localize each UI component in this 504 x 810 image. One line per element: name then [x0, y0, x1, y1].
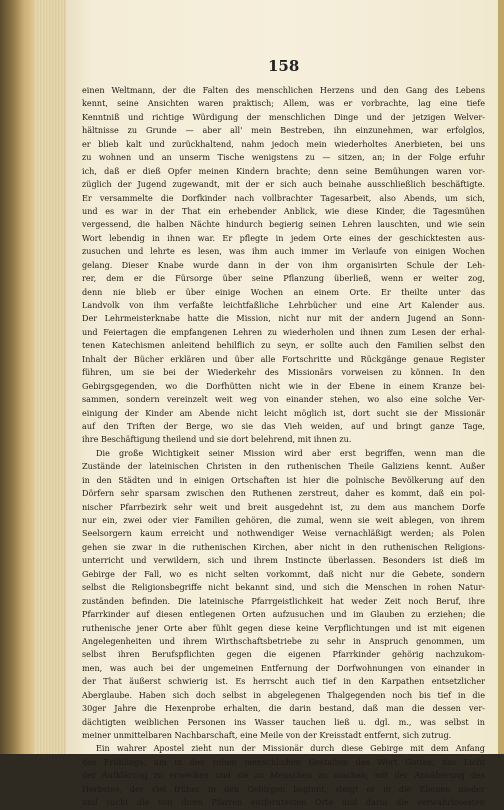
text-line: Aberglaube. Haben sich doch selbst in abgelegenen Thalgegenden noch bis tief in die — [82, 689, 485, 700]
text-line: Landvolk von ihm verfaßte leichtfaßliche Lehrbücher und eine Art Kalender aus. — [82, 300, 485, 310]
text-line: men, was auch bei der ungemeinen Entfernung der Dorfwohnungen von einander in — [82, 662, 485, 673]
text-line: denn nie blieb er über einige Wochen an einem Orte. Er theilte unter das — [82, 286, 485, 297]
text-line: ich, daß er dieß Opfer meinen Kindern brachte; denn seine Bemühungen waren vor- — [82, 165, 485, 176]
text-line: 30ger Jahre die Hexenprobe erhalten, die darin bestand, daß man die dessen ver- — [82, 703, 485, 714]
text-line: kennt, seine Ansichten waren praktisch; Allem, was er vorbrachte, lag eine tiefe — [82, 98, 485, 109]
text-line: nischer Pfarrbezirk sehr weit und breit ausgedehnt ist, zu dem aus manchem Dorfe — [82, 501, 485, 512]
text-line: ruthenische jener Orte aber fühlt gegen diese keine Verpflichtungen und ist mit eigenen — [82, 622, 485, 633]
text-line: unterricht und verwildern, sich und ihrem Instincte überlassen. Besonders ist dieß im — [82, 555, 485, 566]
text-line: und Feiertagen die empfangenen Lehren zu wiederholen und ihnen zum Lesen der erhal- — [82, 326, 485, 337]
text-line: Seelsorgern kaum erreicht und nothwendiger Weise vernachläßigt werden; als Polen — [82, 528, 485, 539]
text-line: und sucht die von ihren Pfarren entferntesten Orte und darin die verwahrlosesten — [82, 797, 485, 808]
text-line: Kenntniß und richtige Würdigung der menschlichen Dinge und der jetzigen Welver- — [82, 111, 485, 122]
text-line: tenen Katechismen anleitend behilflich zu seyn, er sollte auch den Familien selbst den — [82, 340, 485, 351]
text-line: meiner unmittelbaren Nachbarschaft, eine Meile von der Kreisstadt entfernt, sich zutrug. — [82, 730, 452, 740]
text-line: dächtigten weiblichen Personen ins Wasser tauchen ließ u. dgl. m., was selbst in — [82, 716, 485, 727]
text-line: Er versammelte die Dorfkinder nach vollbrachter Tagesarbeit, also Abends, um sich, — [82, 192, 485, 203]
text-line: in den Städten und in einigen Ortschaften ist hier die polnische Bevölkerung auf den — [82, 474, 485, 485]
text-line: selbst die Religionsbegriffe nicht bekannt sind, und sich die Menschen in rohen Natur- — [82, 582, 485, 593]
text-line: Gebirgsgegenden, wo die Dorfhütten nicht wie in der Ebene in einem Kranze bei- — [82, 380, 485, 391]
text-line: einigung der Kinder am Abende nicht leicht möglich ist, dort sucht sie der Missionär — [82, 407, 485, 418]
text-line: zuständen befinden. Die lateinische Pfarrgeistlichkeit hat weder Zeit noch Beruf, ihre — [82, 595, 485, 606]
page-edges — [34, 0, 68, 754]
text-line: nur ein, zwei oder vier Familien gehören, die zumal, wenn sie weit ablegen, von ihrem — [82, 515, 485, 525]
page-body-text — [82, 84, 485, 810]
text-line: Wort lebendig in ihnen war. Er pflegte in jedem Orte eines der geschicktesten aus- — [82, 232, 485, 243]
text-line: Angelegenheiten und ihrem Wirthschaftsbetriebe zu sehr in Anspruch genommen, um — [82, 635, 485, 646]
text-line: Dörfern sehr sparsam zwischen den Ruthenen zerstreut, daher es kommt, daß ein pol- — [82, 488, 485, 499]
text-line: rer, dem er die Fürsorge über seine Pflanzung überließ, wenn er weiter zog, — [82, 273, 485, 284]
text-line: Der Lehrmeisterknabe hatte die Mission, nicht nur mit der andern Jugend an Sonn- — [82, 313, 485, 324]
text-line: einen Weltmann, der die Falten des menschlichen Herzens und den Gang des Lebens — [82, 85, 485, 95]
text-line: führen, um sie bei der Wiederkehr des Missionärs vorweisen zu können. In den — [82, 367, 485, 378]
page-number: 158 — [268, 57, 300, 75]
text-line: sammen, sondern vereinzelt weit weg von einander stehen, wo also eine solche Ver- — [82, 394, 485, 405]
text-line: er blieb kalt und zurückhaltend, nahm jedoch mein wiederholtes Anerbieten, bei uns — [82, 138, 485, 149]
text-line: zu wohnen und an unserm Tische wenigstens zu — sitzen, an; in der Folge erfuhr — [82, 152, 485, 163]
text-line: Ein wahrer Apostel zieht nun der Missionär durch diese Gebirge mit dem Anfang — [96, 743, 485, 754]
text-line: Die große Wichtigkeit seiner Mission wird aber erst begriffen, wenn man die — [96, 447, 485, 458]
book-spine — [0, 0, 34, 754]
text-line: Herbstes, der viel früher in den Gebirgen beginnt, steigt er in die Ebenen nieder — [82, 783, 485, 794]
text-line: zusuchen und lehrte es lesen, was ihm auch immer im Verlaufe von einigen Wochen — [82, 246, 485, 257]
text-line: Inhalt der Bücher erklären und über alle Fortschritte und Rückgänge genaue Register — [82, 353, 485, 364]
text-line: gehen sie zwar in die ruthenischen Kirchen, aber nicht in den ruthenischen Religions- — [82, 541, 485, 552]
text-line: Gebirge der Fall, wo es nicht selten vorkommt, daß nicht nur die Gebete, sondern — [82, 568, 485, 579]
text-line: züglich der Jugend zugewandt, mit der er sich auch beinahe ausschließlich beschäftigte. — [82, 179, 485, 190]
text-line: Zustände der lateinischen Christen in den ruthenischen Theile Galiziens kennt. Außer — [82, 461, 485, 472]
text-line: und es war in der That ein erhebender Anblick, wie diese Kinder, die Tagesmühen — [82, 205, 485, 216]
text-line: gelang. Dieser Knabe wurde dann in der von ihm organisirten Schule der Leh- — [82, 259, 485, 270]
text-line: vergessend, die halben Nächte hindurch begierig seinen Lehren lauschten, und wie sein — [82, 219, 485, 230]
text-line: ihre Beschäftigung theilend und sie dort belehrend, mit ihnen zu. — [82, 434, 352, 445]
text-line: der Aufklärung zu erwecken und sie zu Menschen zu machen; mit der Annäherung des — [82, 770, 485, 781]
text-line: Pfarrkinder auf diesen entlegenen Orten aufzusuchen und im Glauben zu erziehen; die — [82, 609, 485, 620]
text-line: auf den Triften der Berge, wo sie das Vieh weiden, auf und bringt ganze Tage, — [82, 420, 485, 431]
text-line: selbst ihren Berufspflichten gegen die eigenen Pfarrkinder gehörig nachzukom- — [82, 649, 485, 660]
text-line: hältnisse zu Grunde — aber all' mein Bestreben, ihn einzunehmen, war erfolglos, — [82, 125, 485, 136]
text-line: der That äußerst schwierig ist. Es herrscht auch tief in den Karpathen entsetzlicher — [82, 676, 485, 687]
right-page-edge — [498, 0, 504, 754]
text-line: des Frühlings, um in den rohen menschlichen Gestalten das Wort Gottes, das Licht — [82, 756, 485, 767]
